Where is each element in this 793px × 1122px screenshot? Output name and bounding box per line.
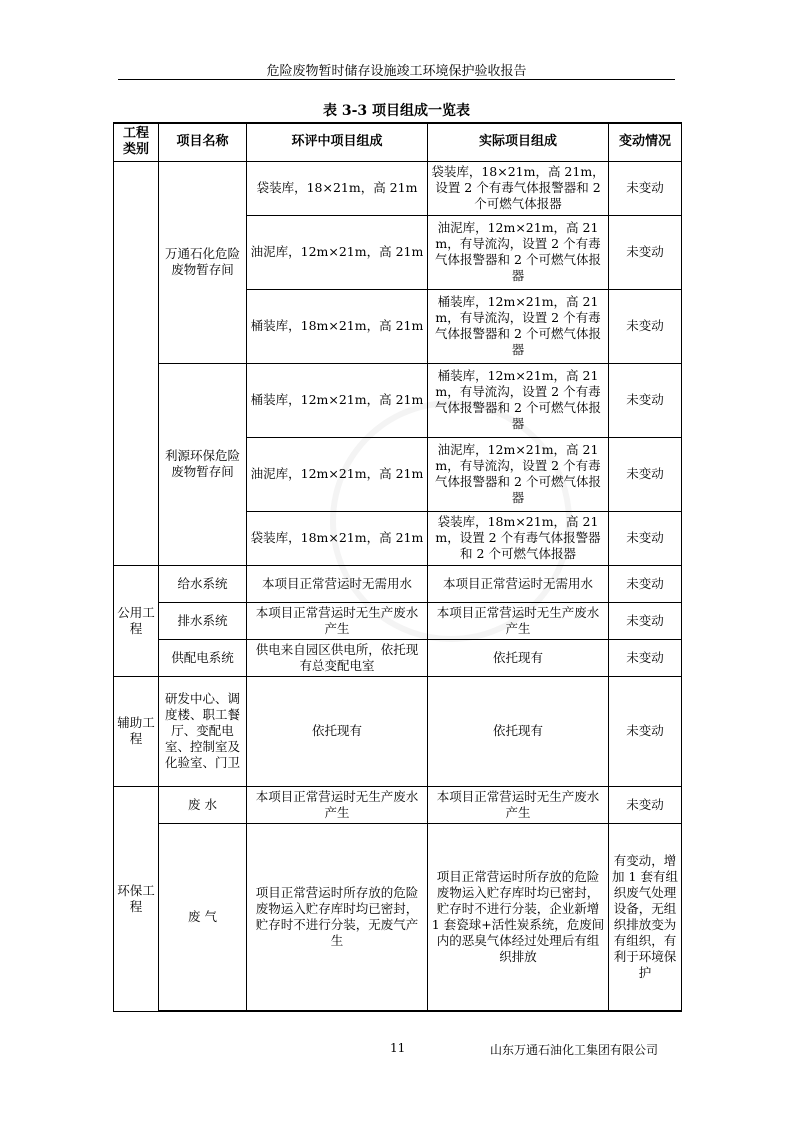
actual-cell: 项目正常营运时所存放的危险废物运入贮存库时均已密封，贮存时不进行分装，企业新增 1 套瓷球+活性炭系统，危废间内的恶臭气体经过处理后有组织排放 bbox=[428, 823, 609, 1011]
project-name-cell: 利源环保危险废物暂存间 bbox=[159, 363, 247, 565]
footer-company-name: 山东万通石油化工集团有限公司 bbox=[490, 1043, 659, 1057]
actual-cell: 本项目正常营运时无生产废水产生 bbox=[428, 602, 609, 639]
actual-cell: 桶装库，12m×21m，高 21m，有导流沟，设置 2 个有毒气体报警器和 2 个可燃气体报器 bbox=[428, 363, 609, 437]
column-header: 项目名称 bbox=[159, 123, 247, 161]
page-header-title: 危险废物暂时储存设施竣工环境保护验收报告 bbox=[266, 64, 527, 79]
project-name-cell: 研发中心、调度楼、职工餐厅、变配电室、控制室及化验室、门卫 bbox=[159, 676, 247, 786]
change-cell: 未变动 bbox=[609, 161, 682, 215]
project-name-cell: 排水系统 bbox=[159, 602, 247, 639]
column-header: 环评中项目组成 bbox=[247, 123, 428, 161]
change-cell: 未变动 bbox=[609, 215, 682, 289]
change-cell: 未变动 bbox=[609, 676, 682, 786]
eia-cell: 袋装库，18m×21m，高 21m bbox=[247, 511, 428, 565]
eia-cell: 袋装库，18×21m，高 21m bbox=[247, 161, 428, 215]
category-cell bbox=[114, 161, 159, 565]
category-cell: 公用工程 bbox=[114, 565, 159, 676]
project-composition-table bbox=[113, 122, 682, 1012]
eia-cell: 本项目正常营运时无需用水 bbox=[247, 565, 428, 602]
project-name-cell: 给水系统 bbox=[159, 565, 247, 602]
eia-cell: 本项目正常营运时无生产废水产生 bbox=[247, 786, 428, 823]
table-caption: 表 3-3 项目组成一览表 bbox=[322, 103, 471, 119]
page-number: 11 bbox=[390, 1041, 406, 1055]
eia-cell: 依托现有 bbox=[247, 676, 428, 786]
change-cell: 未变动 bbox=[609, 289, 682, 363]
column-header: 工程类别 bbox=[114, 123, 159, 161]
actual-cell: 油泥库，12m×21m，高 21m，有导流沟，设置 2 个有毒气体报警器和 2 个可燃气体报器 bbox=[428, 215, 609, 289]
actual-cell: 依托现有 bbox=[428, 639, 609, 676]
category-cell: 环保工程 bbox=[114, 786, 159, 1011]
table-row bbox=[114, 565, 682, 602]
eia-cell: 桶装库，18m×21m，高 21m bbox=[247, 289, 428, 363]
change-cell: 未变动 bbox=[609, 363, 682, 437]
change-cell: 未变动 bbox=[609, 786, 682, 823]
eia-cell: 项目正常营运时所存放的危险废物运入贮存库时均已密封，贮存时不进行分装，无废气产生 bbox=[247, 823, 428, 1011]
change-cell: 未变动 bbox=[609, 511, 682, 565]
actual-cell: 油泥库，12m×21m，高 21m，有导流沟，设置 2 个有毒气体报警器和 2 个可燃气体报器 bbox=[428, 437, 609, 511]
eia-cell: 供电来自园区供电所，依托现有总变配电室 bbox=[247, 639, 428, 676]
eia-cell: 桶装库，12m×21m，高 21m bbox=[247, 363, 428, 437]
table-row bbox=[114, 823, 682, 1011]
project-name-cell: 供配电系统 bbox=[159, 639, 247, 676]
project-name-cell: 万通石化危险废物暂存间 bbox=[159, 161, 247, 363]
change-cell: 未变动 bbox=[609, 639, 682, 676]
actual-cell: 本项目正常营运时无生产废水产生 bbox=[428, 786, 609, 823]
eia-cell: 本项目正常营运时无生产废水产生 bbox=[247, 602, 428, 639]
header-divider bbox=[118, 79, 675, 80]
table-row bbox=[114, 161, 682, 215]
actual-cell: 桶装库，12m×21m，高 21m，有导流沟，设置 2 个有毒气体报警器和 2 个可燃气体报器 bbox=[428, 289, 609, 363]
table-header-row bbox=[114, 123, 682, 161]
actual-cell: 本项目正常营运时无需用水 bbox=[428, 565, 609, 602]
change-cell: 有变动，增加 1 套有组织废气处理设备，无组织排放变为有组织，有利于环境保护 bbox=[609, 823, 682, 1011]
column-header: 变动情况 bbox=[609, 123, 682, 161]
project-name-cell: 废 水 bbox=[159, 786, 247, 823]
table-row bbox=[114, 639, 682, 676]
eia-cell: 油泥库，12m×21m，高 21m bbox=[247, 215, 428, 289]
column-header: 实际项目组成 bbox=[428, 123, 609, 161]
change-cell: 未变动 bbox=[609, 602, 682, 639]
change-cell: 未变动 bbox=[609, 565, 682, 602]
table-row bbox=[114, 602, 682, 639]
table-row bbox=[114, 786, 682, 823]
table-row bbox=[114, 363, 682, 437]
actual-cell: 袋装库，18m×21m，高 21m，设置 2 个有毒气体报警器和 2 个可燃气体报器 bbox=[428, 511, 609, 565]
eia-cell: 油泥库，12m×21m，高 21m bbox=[247, 437, 428, 511]
table-row bbox=[114, 676, 682, 786]
project-name-cell: 废 气 bbox=[159, 823, 247, 1011]
actual-cell: 依托现有 bbox=[428, 676, 609, 786]
category-cell: 辅助工程 bbox=[114, 676, 159, 786]
actual-cell: 袋装库，18×21m，高 21m，设置 2 个有毒气体报警器和 2 个可燃气体报器 bbox=[428, 161, 609, 215]
change-cell: 未变动 bbox=[609, 437, 682, 511]
